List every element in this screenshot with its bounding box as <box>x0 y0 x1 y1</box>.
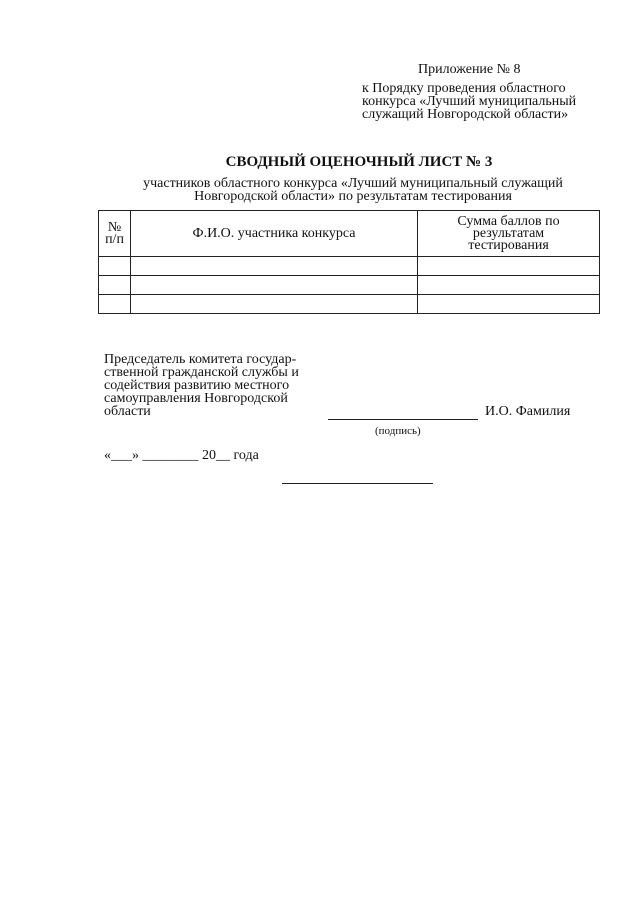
header-number-line: № <box>107 219 122 235</box>
document-title: СВОДНЫЙ ОЦЕНОЧНЫЙ ЛИСТ № 3 <box>225 154 493 170</box>
appendix-line: служащий Новгородской области» <box>362 107 569 122</box>
header-score-line: Сумма баллов по <box>457 213 560 229</box>
header-score <box>418 211 600 257</box>
cell-name <box>131 257 418 276</box>
position-line: Председатель комитета государ- <box>104 352 297 367</box>
cell-score <box>418 257 600 276</box>
table-header-row <box>99 211 600 257</box>
score-table <box>98 210 600 314</box>
table-row <box>99 276 600 295</box>
position-line: ственной гражданской службы и <box>104 365 299 380</box>
signature-line <box>328 419 478 420</box>
cell-score <box>418 276 600 295</box>
cell-name <box>131 295 418 314</box>
position-line: содействия развитию местного <box>104 378 290 393</box>
table-row <box>99 257 600 276</box>
signatory-name: И.О. Фамилия <box>485 404 571 419</box>
cell-number <box>99 276 131 295</box>
cell-number <box>99 295 131 314</box>
cell-name <box>131 276 418 295</box>
header-name: Ф.И.О. участника конкурса <box>131 211 418 257</box>
position-line: самоуправления Новгородской <box>104 391 288 406</box>
table-row <box>99 295 600 314</box>
header-number-line: п/п <box>105 231 124 247</box>
cell-score <box>418 295 600 314</box>
appendix-line: к Порядку проведения областного <box>362 81 566 96</box>
cell-number <box>99 257 131 276</box>
header-number <box>99 211 131 257</box>
date-field: «___» ________ 20__ года <box>104 448 259 463</box>
subtitle-line: Новгородской области» по результатам тестирования <box>194 189 512 204</box>
subtitle-line: участников областного конкурса «Лучший муниципальный служащий <box>143 176 563 191</box>
appendix-label: Приложение № 8 <box>418 62 521 77</box>
header-score-line: результатам <box>472 225 545 241</box>
header-score-line: тестирования <box>468 237 549 253</box>
appendix-line: конкурса «Лучший муниципальный <box>362 94 577 109</box>
signature-caption: (подпись) <box>375 425 421 437</box>
bottom-line <box>282 483 433 484</box>
position-line: области <box>104 404 151 419</box>
